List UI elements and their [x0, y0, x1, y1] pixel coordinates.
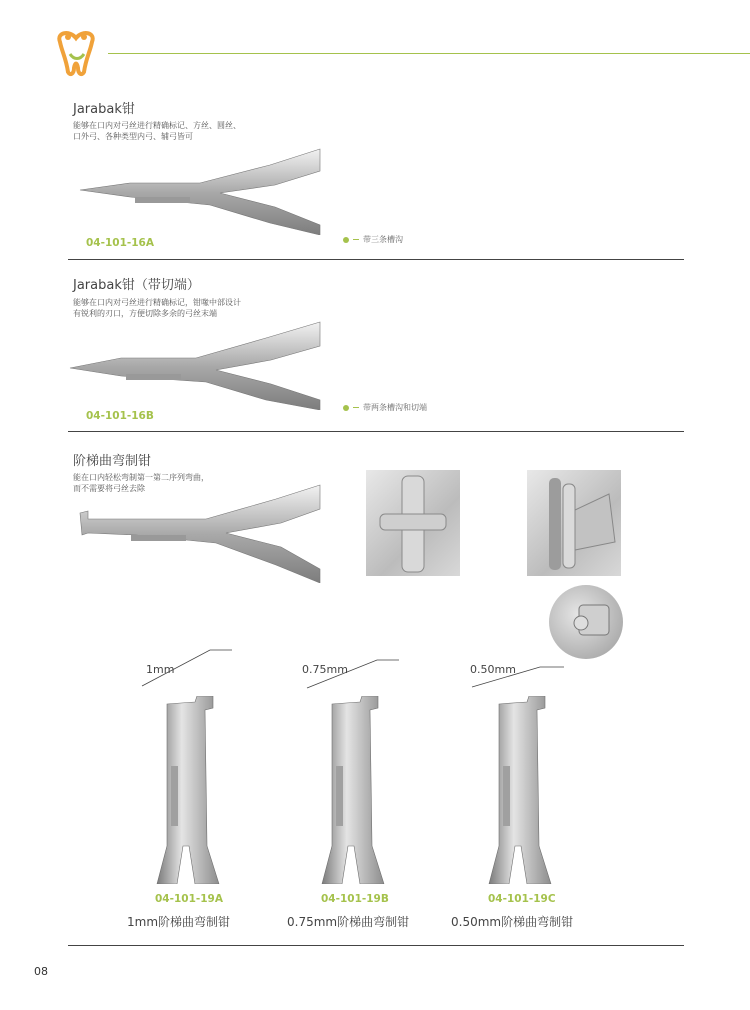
- product-desc: 能够在口内对弓丝进行精确标记，钳喙中部设计 有锐利的刃口，方便切除多余的弓丝末端: [73, 298, 241, 318]
- variant-name: 1mm阶梯曲弯制钳: [127, 915, 231, 929]
- page-number: 08: [34, 965, 48, 978]
- bullet-dot-icon: [343, 237, 349, 243]
- jarabak-plier-image: [70, 145, 322, 235]
- product-desc: 能在口内轻松弯制第一第二序列弯曲， 而不需要将弓丝去除: [73, 473, 209, 493]
- tip-closeup-photo: [366, 470, 460, 576]
- size-leader-line: [305, 658, 401, 690]
- variant-name: 0.50mm阶梯曲弯制钳: [451, 915, 574, 929]
- product-title: 阶梯曲弯制钳: [73, 454, 152, 469]
- variant-size-label: 0.75mm: [302, 663, 348, 676]
- jarabak-cutting-plier-image: [66, 320, 322, 410]
- logo: [52, 28, 100, 78]
- section-divider: [68, 431, 684, 432]
- variant-name: 0.75mm阶梯曲弯制钳: [287, 915, 410, 929]
- product-title: Jarabak钳: [73, 102, 135, 117]
- variant-code: 04-101-19A: [155, 893, 223, 905]
- bullet-dot-icon: [343, 405, 349, 411]
- variant-plier-image: [487, 696, 557, 884]
- variant-plier-image: [320, 696, 390, 884]
- section-divider: [68, 945, 684, 946]
- variant-size-label: 0.50mm: [470, 663, 516, 676]
- size-leader-line: [470, 665, 566, 689]
- section-divider: [68, 259, 684, 260]
- product-title: Jarabak钳（带切端）: [73, 278, 200, 293]
- variant-size-label: 1mm: [146, 663, 175, 676]
- feature-bullet: 带三条槽沟: [343, 234, 403, 245]
- product-code: 04-101-16B: [86, 410, 154, 422]
- tip-detail-circle-photo: [549, 585, 623, 659]
- step-bending-plier-image: [76, 483, 322, 583]
- product-desc: 能够在口内对弓丝进行精确标记、方丝、圆丝、 口外弓、各种类型内弓、辅弓皆可: [73, 121, 241, 141]
- header-line: [108, 53, 750, 54]
- size-leader-line: [140, 648, 235, 688]
- feature-bullet: 带两条槽沟和切端: [343, 402, 427, 413]
- variant-code: 04-101-19B: [321, 893, 389, 905]
- variant-code: 04-101-19C: [488, 893, 556, 905]
- product-code: 04-101-16A: [86, 237, 154, 249]
- tip-side-photo: [527, 470, 621, 576]
- variant-plier-image: [155, 696, 225, 884]
- tooth-logo-icon: [52, 28, 100, 78]
